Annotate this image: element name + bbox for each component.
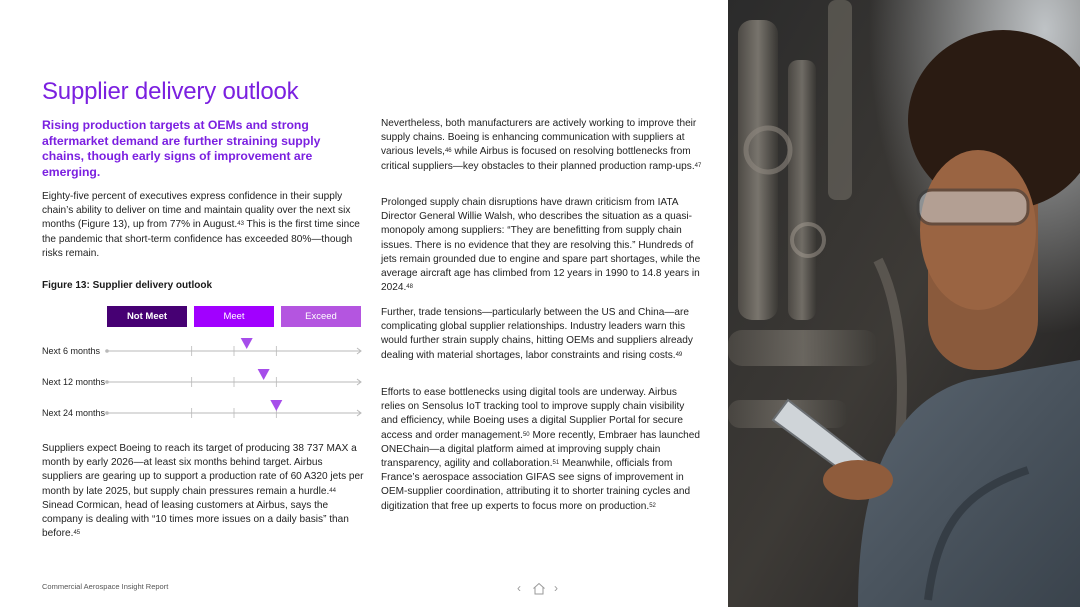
footnote-ref: 45: [73, 530, 81, 537]
prev-page-button[interactable]: ‹: [517, 581, 521, 595]
footnote-ref: 43: [237, 221, 244, 228]
row-label-12-months: Next 12 months: [42, 377, 106, 387]
footnote-ref: 47: [694, 162, 702, 169]
outlook-marker: [258, 369, 270, 380]
row-label-6-months: Next 6 months: [42, 346, 101, 356]
scale-start-dot: [105, 349, 109, 353]
right-paragraph-3: Further, trade tensions—particularly between the US and China—are complicating global supplier relationships. Industry leaders warn this would further strain supply chains, hitting OEMs and suppliers already dealing with material shortages, labor constraints and rising costs.$^{49}$: [381, 307, 693, 361]
intro-paragraph: Eighty-five percent of executives express confidence in their supply chain’s ability to deliver on time and maintain quality over the next six months (Figure 13), up from 77% in August.$^{43}$ This is the first time since the pandemic that short-term confidence has exceeded 80%—though risks remain.: [42, 191, 360, 259]
footnote-ref: 51: [552, 460, 560, 467]
engineer-photo: [728, 0, 1080, 607]
footnote-ref: 50: [522, 431, 530, 438]
footnote-ref: 46: [444, 148, 452, 155]
footnote-ref: 49: [675, 351, 683, 358]
right-paragraph-4: Efforts to ease bottlenecks using digital tools are underway. Airbus relies on Sensolus IoT tracking tool to improve supply chain visibility and efficiency, while Boeing uses a digital Supplier Portal for secure access and order management.$^{50}$ More recently, Embraer has launched ONEChain—a digital platform aimed at improving supply chain transparency, agility and collaboration.$^{51}$ Meanwhile, officials from France’s aerospace association GIFAS see signs of improvement in OEM-supplier coordination, attributing it to shorter training cycles and digitization that free up experts to focus more on production.$^{52}$: [381, 387, 701, 512]
footnote-ref: 48: [406, 284, 413, 291]
footnote-ref: 52: [649, 502, 656, 509]
outlook-marker: [241, 338, 253, 349]
legend-meet: Meet: [194, 306, 274, 327]
scale-start-dot: [105, 411, 109, 415]
home-icon[interactable]: [532, 582, 546, 595]
page-title: Supplier delivery outlook: [42, 78, 299, 105]
right-paragraph-1: Nevertheless, both manufacturers are actively working to improve their supply chains. Boeing is enhancing communication with suppliers at various levels,$^{46}$ while Airbus is focused on resolving bottlenecks from critical suppliers—key obstacles to their planned production ramp-ups.$^{47}$: [381, 118, 702, 172]
legend-not-meet: Not Meet: [107, 306, 187, 327]
footnote-ref: 44: [329, 487, 336, 494]
legend-exceed: Exceed: [281, 306, 361, 327]
lead-paragraph: Rising production targets at OEMs and strong aftermarket demand are further straining supply chains, though early signs of improvement are emerging.: [42, 118, 321, 179]
scale-start-dot: [105, 380, 109, 384]
row-label-24-months: Next 24 months: [42, 408, 106, 418]
footer-report-name: Commercial Aerospace Insight Report: [42, 582, 169, 591]
right-paragraph-2: Prolonged supply chain disruptions have drawn criticism from IATA Director General Willie Walsh, who describes the situation as a quasi-monopoly among suppliers: “They are benefitting from supply chain issues. There is no evidence that they are resolving this.” Hundreds of jets remain grounded due to engine and spare part shortages, while the average aircraft age has climbed from 12 years in 1990 to 14.8 years in 2024.48: [381, 197, 701, 294]
outlook-marker: [270, 400, 282, 411]
figure-title: Figure 13: Supplier delivery outlook: [42, 280, 213, 291]
next-page-button[interactable]: ›: [554, 581, 558, 595]
boeing-paragraph: Suppliers expect Boeing to reach its target of producing 38 737 MAX a month by early 2026—at least six months behind target. Airbus suppliers are gearing up to support a production rate of 60 A320 jets per month by late 2025, but supply chain pressures remain a hurdle.$^{44}$ Sinead Cormican, head of leasing customers at Airbus, says the company is dealing with “10 times more issues on a daily basis” than before.$^{45}$: [42, 443, 364, 540]
